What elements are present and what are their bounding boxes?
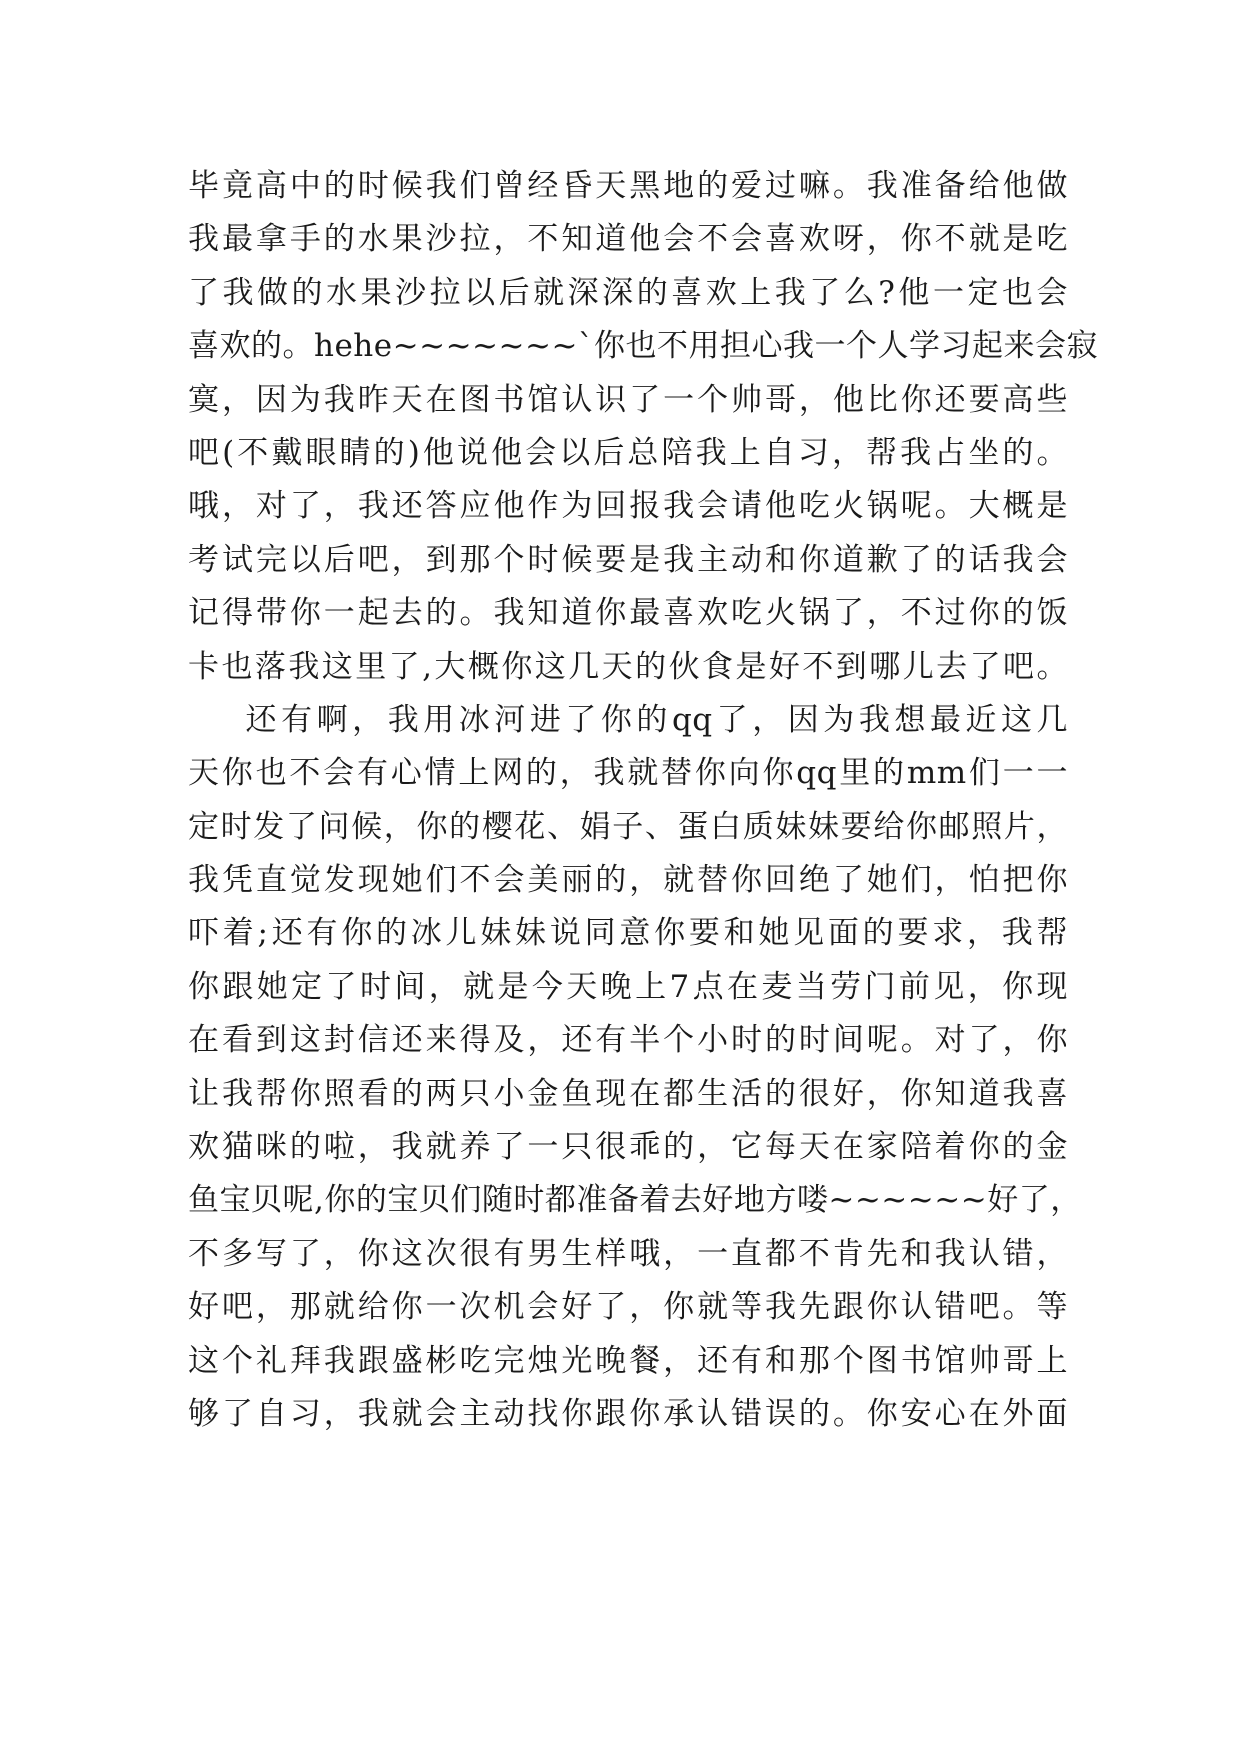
text-line: 卡也落我这里了,大概你这几天的伙食是好不到哪儿去了吧。: [188, 648, 1068, 685]
text-line: 鱼宝贝呢,你的宝贝们随时都准备着去好地方喽~~~~~~好了，: [188, 1182, 1082, 1219]
text-line: 了我做的水果沙拉以后就深深的喜欢上我了么?他一定也会: [188, 274, 1068, 311]
text-line: 定时发了问候，你的樱花、娟子、蛋白质妹妹要给你邮照片，: [188, 808, 1068, 845]
text-line: 我最拿手的水果沙拉，不知道他会不会喜欢呀，你不就是吃: [188, 221, 1068, 258]
text-line: 让我帮你照看的两只小金鱼现在都生活的很好，你知道我喜: [188, 1075, 1068, 1112]
text-line: 毕竟高中的时候我们曾经昏天黑地的爱过嘛。我准备给他做: [188, 168, 1068, 204]
text-line: 天你也不会有心情上网的，我就替你向你qq里的mm们一一: [188, 755, 1068, 792]
text-line: 喜欢的。hehe~~~~~~~`你也不用担心我一个人学习起来会寂: [188, 328, 1098, 365]
text-line: 够了自习，我就会主动找你跟你承认错误的。你安心在外面: [188, 1395, 1068, 1432]
body-text: [188, 160, 1098, 1441]
text-line: 不多写了，你这次很有男生样哦，一直都不肯先和我认错，: [188, 1235, 1068, 1272]
text-line: 还有啊，我用冰河进了你的qq了，因为我想最近这几: [188, 701, 1068, 738]
text-line: 哦，对了，我还答应他作为回报我会请他吃火锅呢。大概是: [188, 488, 1068, 525]
text-line: 我凭直觉发现她们不会美丽的，就替你回绝了她们，怕把你: [188, 862, 1068, 899]
text-line: 在看到这封信还来得及，还有半个小时的时间呢。对了，你: [188, 1022, 1068, 1059]
text-line: 记得带你一起去的。我知道你最喜欢吃火锅了，不过你的饭: [188, 595, 1068, 632]
text-line: 你跟她定了时间，就是今天晚上7点在麦当劳门前见，你现: [188, 968, 1068, 1005]
text-line: 这个礼拜我跟盛彬吃完烛光晚餐，还有和那个图书馆帅哥上: [188, 1342, 1068, 1379]
text-line: 寞，因为我昨天在图书馆认识了一个帅哥，他比你还要高些: [188, 381, 1068, 418]
text-line: 好吧，那就给你一次机会好了，你就等我先跟你认错吧。等: [188, 1289, 1068, 1326]
text-line: 考试完以后吧，到那个时候要是我主动和你道歉了的话我会: [188, 541, 1068, 578]
text-line: 吧(不戴眼睛的)他说他会以后总陪我上自习，帮我占坐的。: [188, 434, 1068, 471]
text-line: 欢猫咪的啦，我就养了一只很乖的，它每天在家陪着你的金: [188, 1129, 1068, 1166]
text-line: 吓着;还有你的冰儿妹妹说同意你要和她见面的要求，我帮: [188, 915, 1068, 952]
